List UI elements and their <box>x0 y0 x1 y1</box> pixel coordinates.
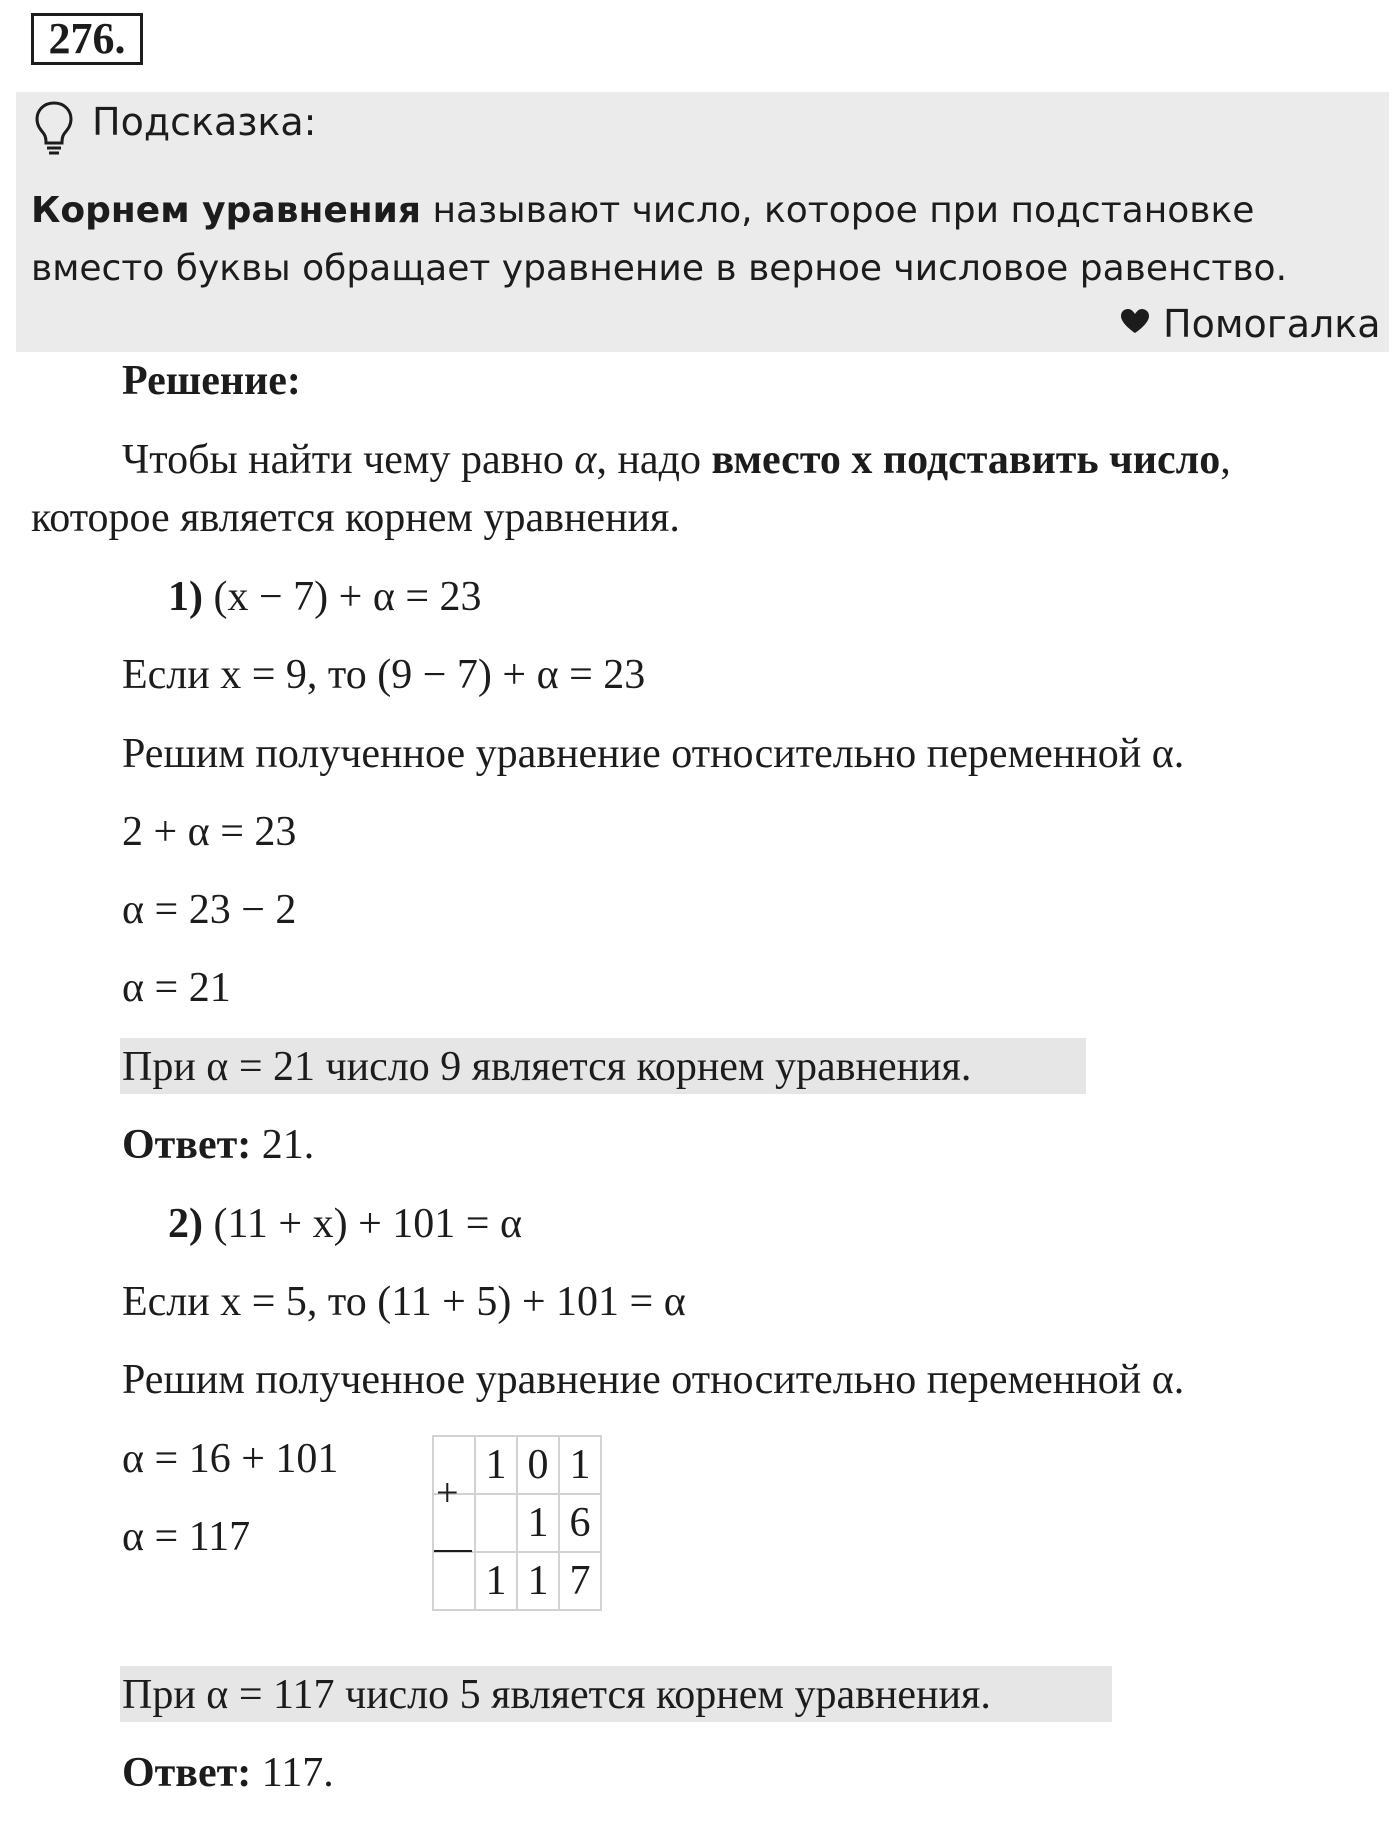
hint-definition-line-2: вместо буквы обращает уравнение в верное числовое равенство. <box>31 248 1288 289</box>
addition-cell: 1 <box>475 1436 517 1494</box>
addition-cell: 7 <box>559 1552 601 1610</box>
addition-plus-sign: + <box>436 1470 459 1515</box>
addition-result-row <box>433 1552 601 1610</box>
intro-text-a: Чтобы найти чему равно <box>122 437 575 483</box>
part1-substitution: Если x = 9, то (9 − 7) + α = 23 <box>122 652 646 698</box>
part1-step-2: α = 23 − 2 <box>122 887 297 933</box>
addition-cell: 0 <box>517 1436 559 1494</box>
part1-answer-label: Ответ: <box>122 1122 252 1168</box>
addition-cell: 6 <box>559 1494 601 1552</box>
intro-line-1 <box>122 436 1231 484</box>
part2-answer-label: Ответ: <box>122 1750 252 1796</box>
part2-label: 2) <box>168 1201 203 1247</box>
part2-substitution: Если x = 5, то (11 + 5) + 101 = α <box>122 1279 686 1325</box>
intro-line-2: которое является корнем уравнения. <box>31 495 680 541</box>
part1-equation-line <box>168 573 482 621</box>
intro-text-b: , надо <box>596 437 712 483</box>
hint-definition-line-1 <box>31 190 1254 231</box>
intro-text-c: , <box>1220 437 1231 483</box>
addition-cell: 1 <box>475 1552 517 1610</box>
intro-bold-text: вместо х подставить число <box>711 437 1221 483</box>
heart-icon <box>1120 308 1150 334</box>
part1-equation: (x − 7) + α = 23 <box>213 574 482 620</box>
addition-cell: 1 <box>517 1494 559 1552</box>
part1-step-1: 2 + α = 23 <box>122 809 297 855</box>
task-number: 276. <box>31 13 143 65</box>
part2-equation-line <box>168 1200 522 1248</box>
part2-solve-note: Решим полученное уравнение относительно переменной α. <box>122 1357 1185 1403</box>
part1-label: 1) <box>168 574 203 620</box>
column-addition <box>432 1435 602 1611</box>
part1-answer <box>122 1121 314 1169</box>
addition-cell: 1 <box>517 1552 559 1610</box>
part1-answer-value: 21. <box>251 1122 315 1168</box>
solution-heading: Решение: <box>122 358 301 404</box>
part2-step-2: α = 117 <box>122 1514 251 1560</box>
addition-cell <box>433 1552 475 1610</box>
addition-cell <box>475 1494 517 1552</box>
addition-result-line <box>434 1550 472 1552</box>
addition-cell: 1 <box>559 1436 601 1494</box>
part2-step-1: α = 16 + 101 <box>122 1436 339 1482</box>
part2-conclusion: При α = 117 число 5 является корнем уравнения. <box>122 1672 991 1718</box>
hint-title: Подсказка: <box>92 100 317 144</box>
hint-term: Корнем уравнения <box>31 190 421 231</box>
part2-equation: (11 + x) + 101 = α <box>213 1201 522 1247</box>
hint-definition-rest: называют число, которое при подстановке <box>421 190 1255 231</box>
lightbulb-icon <box>34 100 74 156</box>
part1-conclusion: При α = 21 число 9 является корнем уравнения. <box>122 1044 972 1090</box>
part1-solve-note: Решим полученное уравнение относительно переменной α. <box>122 731 1185 777</box>
intro-variable: α <box>574 437 597 483</box>
part2-answer <box>122 1749 334 1797</box>
brand-label: Помогалка <box>1163 302 1381 346</box>
part2-answer-value: 117. <box>251 1750 334 1796</box>
part1-step-3: α = 21 <box>122 965 231 1011</box>
